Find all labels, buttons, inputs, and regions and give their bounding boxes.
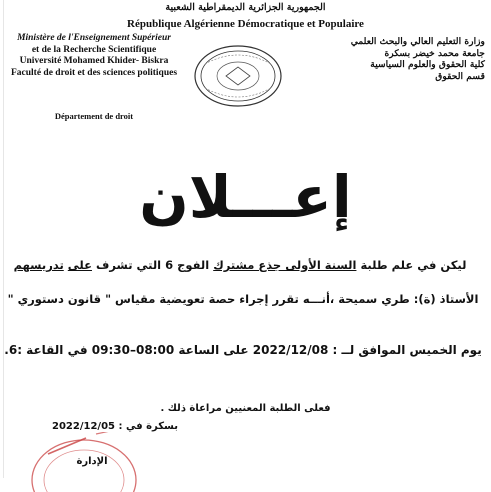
announcement-line-3: يوم الخميس الموافق لــ : 2022/12/08 على الساعة 08:00–09:30 في القاعة :6. bbox=[4, 343, 482, 357]
line1-underlined-class: السنة الأولى جذع مشترك bbox=[213, 258, 357, 272]
arabic-department-line: قسم الحقوق bbox=[435, 70, 485, 82]
arabic-faculty-line: كلية الحقوق والعلوم السياسية bbox=[370, 59, 485, 70]
administration-label: الإدارة bbox=[76, 456, 108, 467]
research-line: et de la Recherche Scientifique bbox=[31, 44, 157, 55]
faculty-line: Faculté de droit et des sciences politiques bbox=[10, 67, 178, 78]
department-label: Département de droit bbox=[54, 111, 134, 121]
line1-part2: الفوج 6 التي تشرف bbox=[91, 258, 214, 272]
announcement-line-1 bbox=[0, 258, 480, 272]
announcement-line-2: الأستاذ (ة): طري سميحة ،أنـــه تقرر إجراء حصة تعويضية مقياس " قانون دستوري " bbox=[7, 292, 479, 306]
university-line: Université Mohamed Khider- Biskra bbox=[19, 56, 169, 66]
header-arabic-republic: الجمهورية الجزائرية الديمقراطية الشعبية bbox=[165, 2, 326, 13]
ministry-line: Ministère de l'Enseignement Supérieur bbox=[17, 33, 171, 43]
line1-part1: ليكن في علم طلبة bbox=[356, 258, 467, 272]
header-french-institution bbox=[4, 33, 184, 79]
line1-underlined-teaching: تدريسهم bbox=[13, 258, 64, 272]
university-seal-icon bbox=[193, 44, 283, 108]
arabic-university-line: جامعة محمد خيضر بسكرة bbox=[384, 47, 485, 59]
arabic-ministry-line: وزارة التعليم العالي والبحث العلمي bbox=[350, 36, 485, 47]
announcement-title: إعـــلان bbox=[139, 163, 352, 231]
header-arabic-institution bbox=[300, 36, 485, 82]
header-french-republic: République Algérienne Démocratique et Populaire bbox=[127, 18, 364, 30]
closing-line: فعلى الطلبة المعنيين مراعاة ذلك . bbox=[160, 403, 331, 414]
line1-underlined-on: على bbox=[67, 258, 92, 272]
issue-date: بسكرة في : 2022/12/05 bbox=[52, 421, 178, 432]
